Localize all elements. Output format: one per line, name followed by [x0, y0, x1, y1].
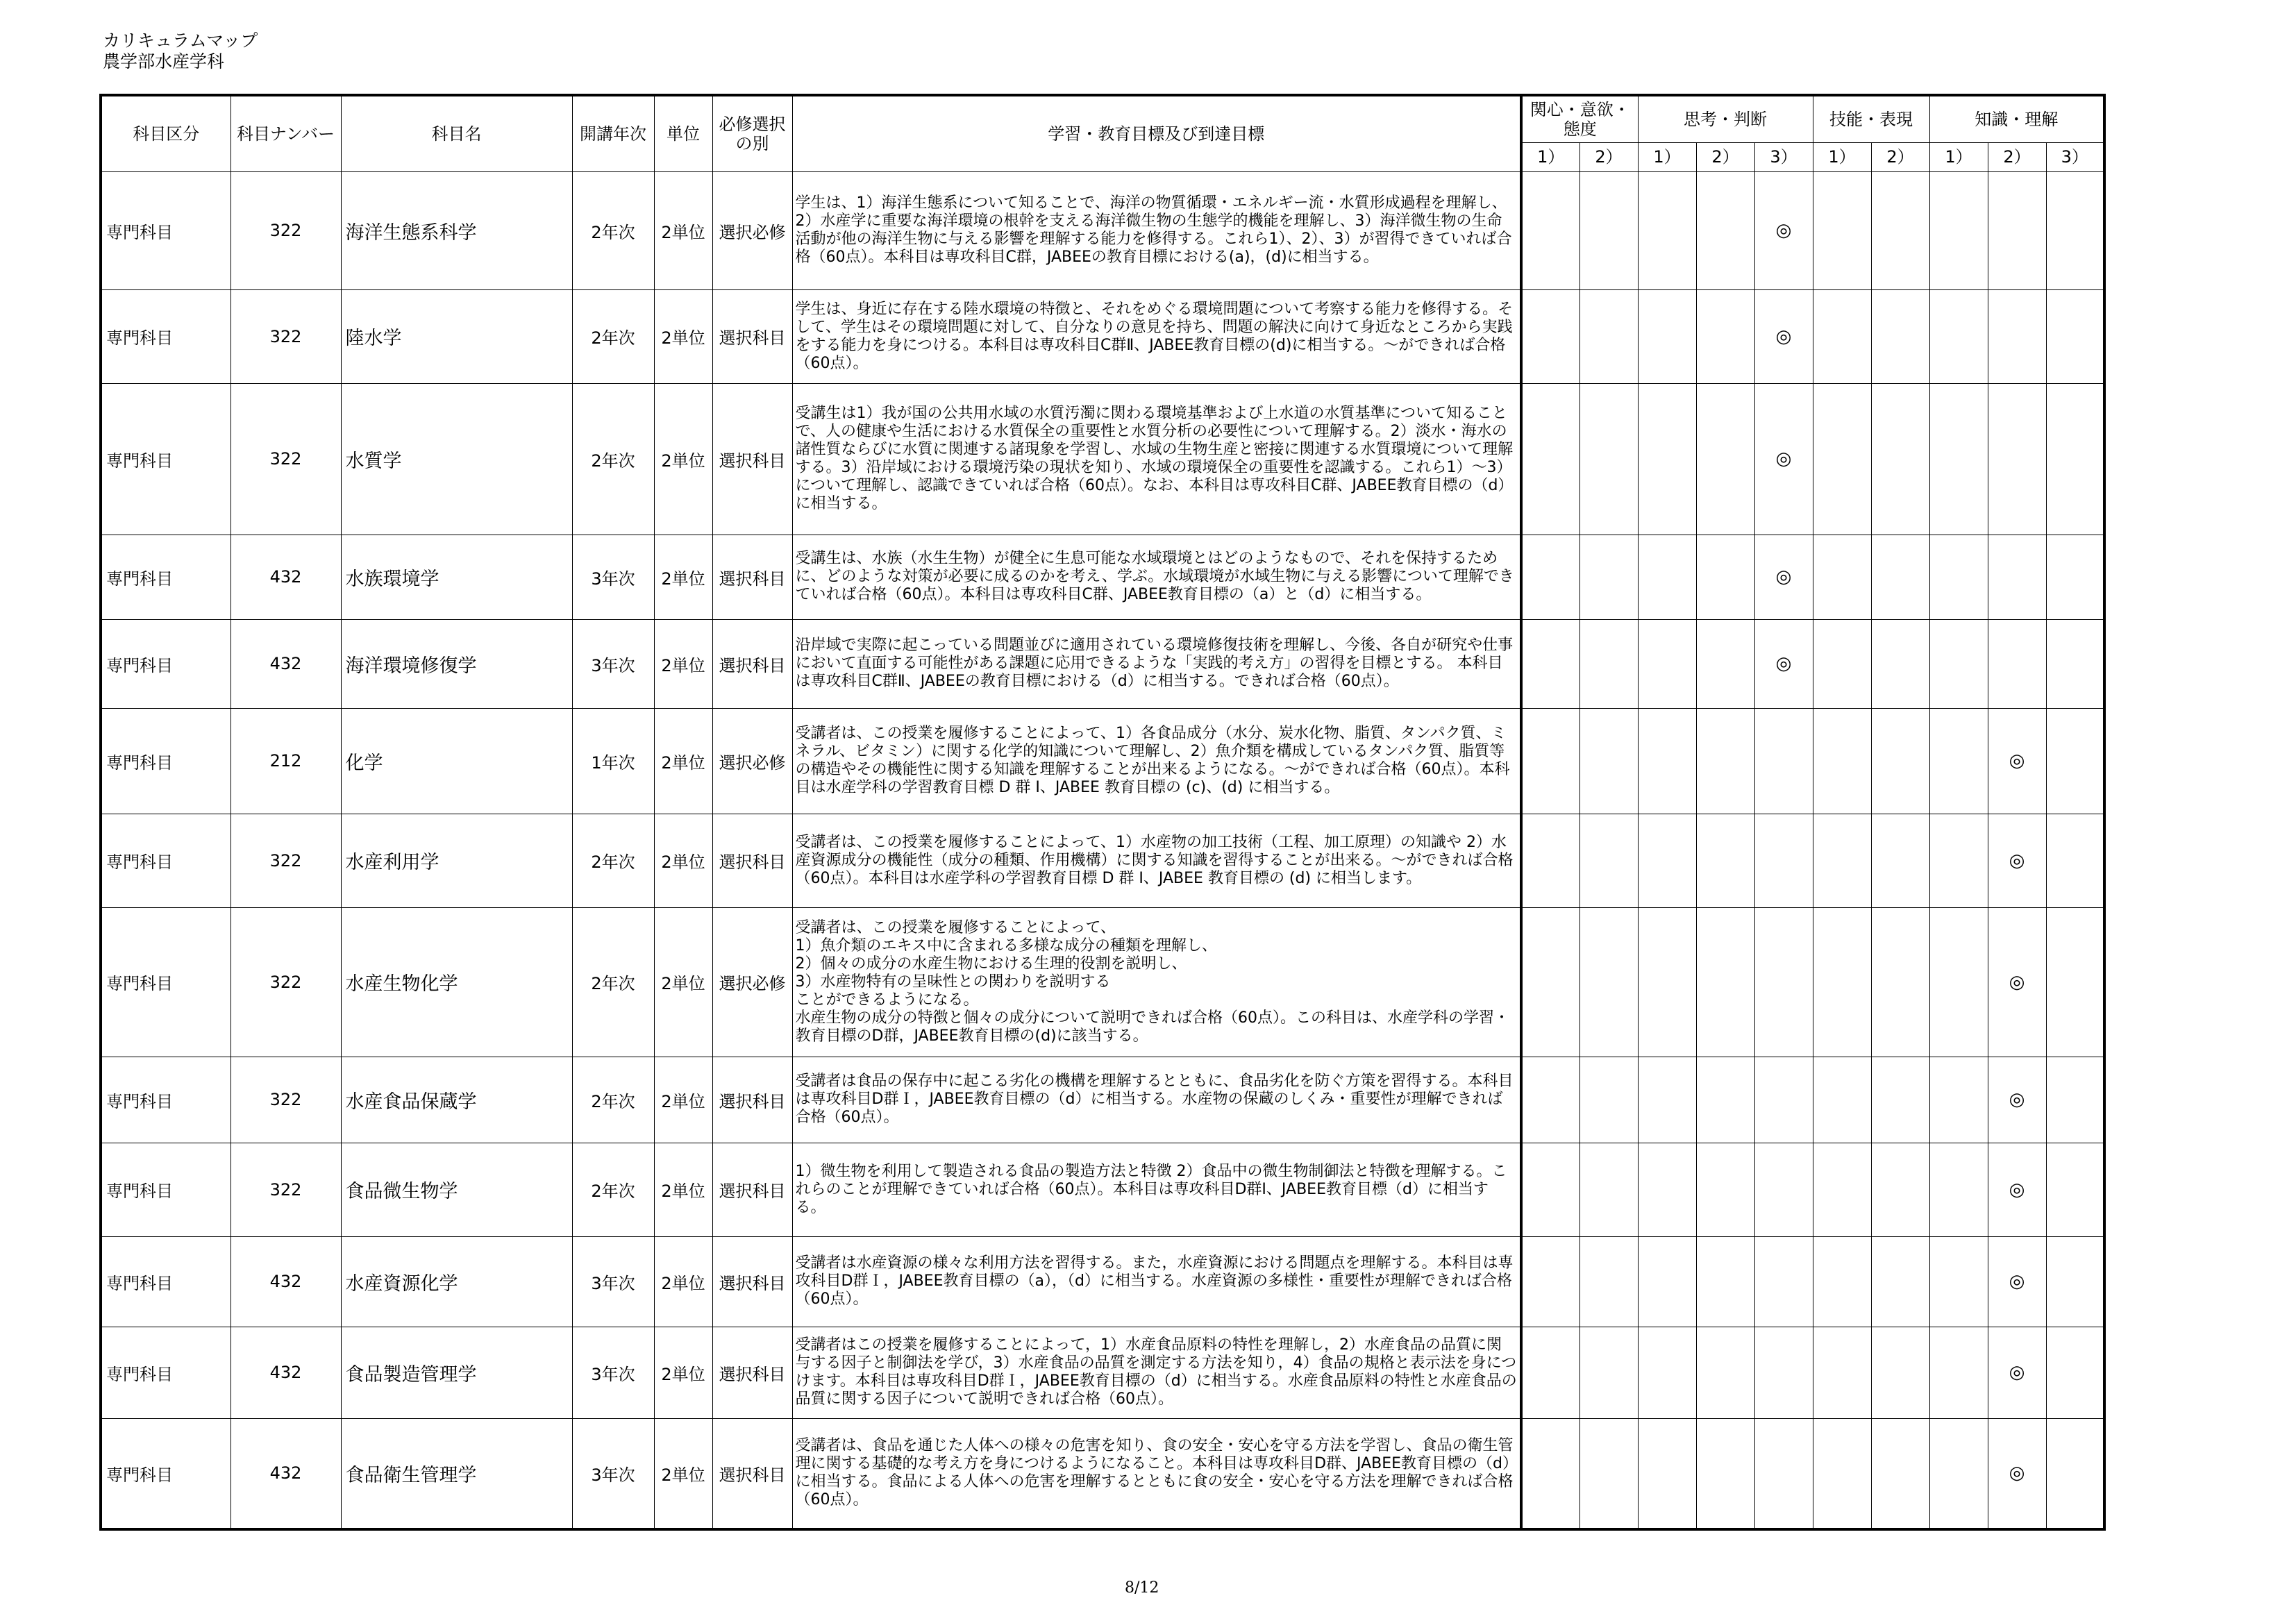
- evaluation-cell: [1696, 907, 1754, 1057]
- evaluation-cell: [1871, 535, 1929, 619]
- evaluation-cell: [2046, 383, 2104, 535]
- category-cell: 専門科目: [101, 619, 231, 708]
- evaluation-cell: [1813, 1236, 1871, 1327]
- evaluation-cell: [1696, 1236, 1754, 1327]
- unit-cell: 2単位: [654, 814, 712, 907]
- evaluation-cell: [1871, 171, 1929, 289]
- evaluation-cell: [1521, 289, 1579, 383]
- evaluation-cell: [1813, 1327, 1871, 1418]
- evaluation-cell: [1813, 1057, 1871, 1143]
- evaluation-cell: [1638, 1327, 1696, 1418]
- evaluation-cell: [1754, 814, 1813, 907]
- evaluation-cell: [2046, 814, 2104, 907]
- goal-cell: [792, 1057, 1521, 1143]
- evaluation-cell: [2046, 1327, 2104, 1418]
- evaluation-cell: [1988, 383, 2046, 535]
- table-row: [101, 907, 2104, 1057]
- evaluation-cell: [1988, 171, 2046, 289]
- number-cell: 432: [231, 1327, 341, 1418]
- required-cell: 選択必修: [712, 907, 792, 1057]
- required-cell: 選択科目: [712, 1143, 792, 1236]
- goal-cell: [792, 619, 1521, 708]
- subheader-cell: 1）: [1521, 142, 1579, 171]
- table-row: [101, 1236, 2104, 1327]
- required-cell: 選択必修: [712, 171, 792, 289]
- goal-text: 受講者はこの授業を履修することによって，1）水産食品原料の特性を理解し，2）水産食品の品質に関与する因子と制御法を学び，3）水産食品の品質を測定する方法を知り，4）食品の規格と表示法を身につけます。本科目は専攻科目D群Ｉ，JABEE教育目標の（d）に相当する。水産食品原料の特性と水産食品の品質に関する因子について説明できれば合格（60点）。: [795, 1336, 1517, 1408]
- required-cell: 選択科目: [712, 1057, 792, 1143]
- unit-cell: 2単位: [654, 535, 712, 619]
- evaluation-cell: [1521, 814, 1579, 907]
- table-row: [101, 171, 2104, 289]
- evaluation-cell: [1929, 1057, 1988, 1143]
- evaluation-cell: [1754, 907, 1813, 1057]
- evaluation-cell: [1579, 289, 1638, 383]
- title-line-1: カリキュラムマップ: [103, 31, 258, 51]
- evaluation-mark: ◎: [1988, 1143, 2046, 1236]
- evaluation-cell: [1579, 171, 1638, 289]
- unit-cell: 2単位: [654, 1143, 712, 1236]
- evaluation-cell: [1871, 1327, 1929, 1418]
- goal-cell: [792, 907, 1521, 1057]
- header-year: 開講年次: [572, 95, 654, 171]
- year-cell: 3年次: [572, 1327, 654, 1418]
- evaluation-cell: [1929, 1236, 1988, 1327]
- header-category: 科目区分: [101, 95, 231, 171]
- evaluation-cell: [1871, 1143, 1929, 1236]
- evaluation-cell: [1813, 383, 1871, 535]
- required-cell: 選択必修: [712, 708, 792, 814]
- evaluation-cell: [1638, 1057, 1696, 1143]
- category-cell: 専門科目: [101, 1327, 231, 1418]
- number-cell: 432: [231, 1236, 341, 1327]
- subject-name-cell: 水産資源化学: [341, 1236, 572, 1327]
- evaluation-cell: [1754, 1057, 1813, 1143]
- year-cell: 3年次: [572, 535, 654, 619]
- evaluation-cell: [2046, 1143, 2104, 1236]
- goal-cell: [792, 1418, 1521, 1529]
- number-cell: 322: [231, 907, 341, 1057]
- goal-cell: [792, 535, 1521, 619]
- evaluation-cell: [1579, 1418, 1638, 1529]
- goal-cell: [792, 1327, 1521, 1418]
- unit-cell: 2単位: [654, 907, 712, 1057]
- evaluation-cell: [1579, 907, 1638, 1057]
- goal-text: 受講者は水産資源の様々な利用方法を習得する。また，水産資源における問題点を理解する。本科目は専攻科目D群Ｉ，JABEE教育目標の（a），（d）に相当する。水産資源の多様性・重要性が理解できれば合格（60点）。: [795, 1254, 1514, 1308]
- table-row: [101, 619, 2104, 708]
- evaluation-cell: [1813, 1143, 1871, 1236]
- header-number: 科目ナンバー: [231, 95, 341, 171]
- year-cell: 1年次: [572, 708, 654, 814]
- subject-name-cell: 水産利用学: [341, 814, 572, 907]
- evaluation-cell: [1521, 535, 1579, 619]
- subject-name-cell: 水族環境学: [341, 535, 572, 619]
- evaluation-cell: [1521, 171, 1579, 289]
- number-cell: 432: [231, 619, 341, 708]
- evaluation-cell: [1754, 708, 1813, 814]
- evaluation-cell: [1871, 1236, 1929, 1327]
- table-row: [101, 814, 2104, 907]
- evaluation-cell: [1638, 289, 1696, 383]
- evaluation-cell: [1754, 1418, 1813, 1529]
- unit-cell: 2単位: [654, 289, 712, 383]
- evaluation-cell: [1871, 907, 1929, 1057]
- table-body: [101, 171, 2104, 1529]
- evaluation-cell: [1521, 1057, 1579, 1143]
- subject-name-cell: 水産生物化学: [341, 907, 572, 1057]
- evaluation-cell: [1579, 1327, 1638, 1418]
- goal-cell: [792, 171, 1521, 289]
- goal-text: 受講者は、この授業を履修することによって、1）各食品成分（水分、炭水化物、脂質、タンパク質、ミネラル、ビタミン）に関する化学的知識について理解し、2）魚介類を構成しているタンパク質、脂質等の構造やその機能性に関する知識を理解することが出来るようになる。～ができれば合格（60点）。本科目は水産学科の学習教育目標 D 群 I、JABEE 教育目標の (c)、(d) に相当する。: [795, 725, 1510, 796]
- evaluation-cell: [1929, 814, 1988, 907]
- category-cell: 専門科目: [101, 383, 231, 535]
- goal-cell: [792, 383, 1521, 535]
- year-cell: 2年次: [572, 289, 654, 383]
- category-cell: 専門科目: [101, 1236, 231, 1327]
- subject-name-cell: 食品衛生管理学: [341, 1418, 572, 1529]
- evaluation-cell: [1696, 1418, 1754, 1529]
- goal-cell: [792, 1143, 1521, 1236]
- unit-cell: 2単位: [654, 1418, 712, 1529]
- table-row: [101, 383, 2104, 535]
- evaluation-mark: ◎: [1988, 1327, 2046, 1418]
- table-row: [101, 535, 2104, 619]
- required-cell: 選択科目: [712, 1327, 792, 1418]
- evaluation-cell: [1696, 814, 1754, 907]
- table-row: [101, 708, 2104, 814]
- evaluation-cell: [1813, 619, 1871, 708]
- title-line-2: 農学部水産学科: [103, 51, 225, 72]
- evaluation-cell: [1579, 1236, 1638, 1327]
- evaluation-cell: [1929, 907, 1988, 1057]
- table-row: [101, 1143, 2104, 1236]
- required-cell: 選択科目: [712, 1236, 792, 1327]
- evaluation-mark: ◎: [1988, 1236, 2046, 1327]
- header-name: 科目名: [341, 95, 572, 171]
- evaluation-cell: [1813, 171, 1871, 289]
- evaluation-cell: [1929, 1418, 1988, 1529]
- evaluation-cell: [1579, 383, 1638, 535]
- evaluation-cell: [1638, 171, 1696, 289]
- evaluation-cell: [1638, 1236, 1696, 1327]
- number-cell: 432: [231, 535, 341, 619]
- unit-cell: 2単位: [654, 1327, 712, 1418]
- subject-name-cell: 食品微生物学: [341, 1143, 572, 1236]
- year-cell: 2年次: [572, 814, 654, 907]
- year-cell: 3年次: [572, 1236, 654, 1327]
- evaluation-mark: ◎: [1988, 708, 2046, 814]
- year-cell: 2年次: [572, 383, 654, 535]
- goal-text: 1）微生物を利用して製造される食品の製造方法と特徴 2）食品中の微生物制御法と特徴を理解する。これらのことが理解できていれば合格（60点）。本科目は専攻科目D群I、JABEE教育目標（d）に相当する。: [795, 1162, 1507, 1216]
- evaluation-cell: [1638, 814, 1696, 907]
- evaluation-cell: [1871, 619, 1929, 708]
- evaluation-cell: [1521, 907, 1579, 1057]
- evaluation-cell: [1638, 535, 1696, 619]
- goal-text: 受講者は、食品を通じた人体への様々の危害を知り、食の安全・安心を守る方法を学習し、食品の衛生管理に関する基礎的な考え方を身につけるようになること。本科目は専攻科目D群、JABEE教育目標の（d）に相当する。食品による人体への危害を理解するとともに食の安全・安心を守る方法を理解できれば合格（60点）。: [795, 1437, 1514, 1509]
- evaluation-cell: [1521, 383, 1579, 535]
- evaluation-cell: [2046, 1236, 2104, 1327]
- evaluation-cell: [1638, 907, 1696, 1057]
- evaluation-cell: [1579, 1057, 1638, 1143]
- evaluation-cell: [1813, 708, 1871, 814]
- unit-cell: 2単位: [654, 171, 712, 289]
- evaluation-cell: [1521, 708, 1579, 814]
- header-goals: 学習・教育目標及び到達目標: [792, 95, 1521, 171]
- goal-text: 受講生は、水族（水生生物）が健全に生息可能な水域環境とはどのようなもので、それを保持するために、どのような対策が必要に成るのかを考え、学ぶ。水域環境が水域生物に与える影響について理解できていれば合格（60点）。本科目は専攻科目C群、JABEE教育目標の（a）と（d）に相当する。: [795, 550, 1514, 603]
- subheader-cell: 3）: [1754, 142, 1813, 171]
- year-cell: 2年次: [572, 907, 654, 1057]
- curriculum-map-table: [99, 94, 2106, 1531]
- evaluation-cell: [1521, 1327, 1579, 1418]
- evaluation-cell: [1521, 1418, 1579, 1529]
- number-cell: 432: [231, 1418, 341, 1529]
- subject-name-cell: 海洋生態系科学: [341, 171, 572, 289]
- category-cell: 専門科目: [101, 1143, 231, 1236]
- evaluation-cell: [1813, 289, 1871, 383]
- year-cell: 3年次: [572, 1418, 654, 1529]
- evaluation-cell: [2046, 907, 2104, 1057]
- goal-text: 学生は、身近に存在する陸水環境の特徴と、それをめぐる環境問題について考察する能力を修得する。そして、学生はその環境問題に対して、自分なりの意見を持ち、問題の解決に向けて身近なところから実践をする能力を身につける。本科目は専攻科目C群Ⅱ、JABEE教育目標の(d)に相当する。～ができれば合格（60点）。: [795, 300, 1514, 372]
- year-cell: 2年次: [572, 1057, 654, 1143]
- required-cell: 選択科目: [712, 383, 792, 535]
- subject-name-cell: 陸水学: [341, 289, 572, 383]
- subheader-cell: 3）: [2046, 142, 2104, 171]
- evaluation-cell: [1871, 708, 1929, 814]
- category-cell: 専門科目: [101, 289, 231, 383]
- evaluation-cell: [1579, 619, 1638, 708]
- goal-text: 受講生は1）我が国の公共用水域の水質汚濁に関わる環境基準および上水道の水質基準について知ることで、人の健康や生活における水質保全の重要性と水質分析の必要性について理解する。2）淡水・海水の諸性質ならびに水質に関連する諸現象を学習し、水域の生物生産と密接に関連する水質環境について理解する。3）沿岸域における環境汚染の現状を知り、水域の環境保全の重要性を認識する。これら1）～3）について理解し、認識できていれば合格（60点）。なお、本科目は専攻科目C群、JABEE教育目標の（d）に相当する。: [795, 405, 1514, 512]
- evaluation-cell: [2046, 619, 2104, 708]
- category-cell: 専門科目: [101, 1057, 231, 1143]
- evaluation-cell: [1754, 1327, 1813, 1418]
- evaluation-cell: [1696, 535, 1754, 619]
- evaluation-cell: [1754, 1143, 1813, 1236]
- evaluation-cell: [1696, 1057, 1754, 1143]
- evaluation-mark: ◎: [1754, 535, 1813, 619]
- subheader-cell: 2）: [1871, 142, 1929, 171]
- document-title: [103, 31, 258, 72]
- evaluation-cell: [1929, 535, 1988, 619]
- evaluation-cell: [1521, 619, 1579, 708]
- evaluation-cell: [1871, 1418, 1929, 1529]
- evaluation-cell: [2046, 1057, 2104, 1143]
- evaluation-mark: ◎: [1754, 289, 1813, 383]
- evaluation-cell: [1929, 1143, 1988, 1236]
- evaluation-cell: [1521, 1236, 1579, 1327]
- evaluation-mark: ◎: [1988, 907, 2046, 1057]
- table-row: [101, 289, 2104, 383]
- table-row: [101, 1057, 2104, 1143]
- header-group-interest: 関心・意欲・態度: [1521, 95, 1638, 142]
- evaluation-cell: [1696, 1327, 1754, 1418]
- number-cell: 322: [231, 289, 341, 383]
- required-cell: 選択科目: [712, 814, 792, 907]
- unit-cell: 2単位: [654, 383, 712, 535]
- header-group-thinking: 思考・判断: [1638, 95, 1813, 142]
- page-number: 8/12: [1125, 1579, 1159, 1597]
- evaluation-mark: ◎: [1754, 171, 1813, 289]
- evaluation-cell: [2046, 708, 2104, 814]
- subject-name-cell: 水産食品保蔵学: [341, 1057, 572, 1143]
- goal-text: 受講者は、この授業を履修することによって、1）水産物の加工技術（工程、加工原理）の知識や 2）水産資源成分の機能性（成分の種類、作用機構）に関する知識を習得することが出来る。～ができれば合格（60点）。本科目は水産学科の学習教育目標 D 群 I、JABEE 教育目標の (d) に相当します。: [795, 833, 1514, 887]
- goal-cell: [792, 708, 1521, 814]
- subheader-cell: 1）: [1638, 142, 1696, 171]
- evaluation-cell: [1579, 814, 1638, 907]
- evaluation-cell: [1696, 171, 1754, 289]
- goal-text: 沿岸域で実際に起こっている問題並びに適用されている環境修復技術を理解し、今後、各自が研究や仕事において直面する可能性がある課題に応用できるような「実践的考え方」の習得を目標とする。 本科目は専攻科目C群Ⅱ、JABEEの教育目標における（d）に相当する。できれば合格（60点）。: [795, 637, 1514, 690]
- subheader-cell: 1）: [1929, 142, 1988, 171]
- evaluation-cell: [1638, 708, 1696, 814]
- evaluation-cell: [1929, 383, 1988, 535]
- evaluation-cell: [1696, 619, 1754, 708]
- year-cell: 3年次: [572, 619, 654, 708]
- category-cell: 専門科目: [101, 907, 231, 1057]
- evaluation-cell: [1579, 1143, 1638, 1236]
- evaluation-cell: [1813, 814, 1871, 907]
- goal-text: 受講者は、この授業を履修することによって、 1）魚介類のエキス中に含まれる多様な成分の種類を理解し、 2）個々の成分の水産生物における生理的役割を説明し、 3）水産物特有の呈味性との関わりを説明する ことができるようになる。 水産生物の成分の特徴と個々の成分について説明できれば合格（60点）。この科目は、水産学科の学習・教育目標のD群，JABEE教育目標の(d)に該当する。: [795, 918, 1510, 1045]
- goal-text: 学生は、1）海洋生態系について知ることで、海洋の物質循環・エネルギー流・水質形成過程を理解し、2）水産学に重要な海洋環境の根幹を支える海洋微生物の生態学的機能を理解し、3）海洋微生物の生命活動が他の海洋生物に与える影響を理解する能力を修得する。これら1）、2）、3）が習得できていれば合格（60点）。本科目は専攻科目C群，JABEEの教育目標における(a)，(d)に相当する。: [795, 194, 1512, 266]
- number-cell: 322: [231, 171, 341, 289]
- evaluation-cell: [1813, 1418, 1871, 1529]
- evaluation-mark: ◎: [1988, 1057, 2046, 1143]
- number-cell: 322: [231, 383, 341, 535]
- subject-name-cell: 水質学: [341, 383, 572, 535]
- year-cell: 2年次: [572, 171, 654, 289]
- evaluation-cell: [1988, 289, 2046, 383]
- subheader-cell: 2）: [1696, 142, 1754, 171]
- evaluation-cell: [1754, 1236, 1813, 1327]
- evaluation-cell: [1813, 535, 1871, 619]
- evaluation-cell: [1871, 1057, 1929, 1143]
- evaluation-mark: ◎: [1988, 814, 2046, 907]
- evaluation-cell: [1638, 383, 1696, 535]
- required-cell: 選択科目: [712, 535, 792, 619]
- category-cell: 専門科目: [101, 708, 231, 814]
- evaluation-cell: [1638, 1143, 1696, 1236]
- evaluation-cell: [1579, 708, 1638, 814]
- goal-cell: [792, 1236, 1521, 1327]
- table-row: [101, 1418, 2104, 1529]
- evaluation-cell: [1929, 708, 1988, 814]
- subject-name-cell: 食品製造管理学: [341, 1327, 572, 1418]
- unit-cell: 2単位: [654, 1057, 712, 1143]
- evaluation-mark: ◎: [1754, 619, 1813, 708]
- goal-cell: [792, 289, 1521, 383]
- header-unit: 単位: [654, 95, 712, 171]
- evaluation-cell: [1871, 289, 1929, 383]
- table-row: [101, 1327, 2104, 1418]
- category-cell: 専門科目: [101, 171, 231, 289]
- category-cell: 専門科目: [101, 535, 231, 619]
- required-cell: 選択科目: [712, 1418, 792, 1529]
- header-required: 必修選択の別: [712, 95, 792, 171]
- number-cell: 322: [231, 1057, 341, 1143]
- evaluation-cell: [1638, 619, 1696, 708]
- evaluation-cell: [1929, 1327, 1988, 1418]
- evaluation-cell: [1696, 708, 1754, 814]
- number-cell: 212: [231, 708, 341, 814]
- number-cell: 322: [231, 1143, 341, 1236]
- evaluation-cell: [1988, 619, 2046, 708]
- evaluation-cell: [1988, 535, 2046, 619]
- evaluation-cell: [1871, 383, 1929, 535]
- evaluation-cell: [1696, 289, 1754, 383]
- required-cell: 選択科目: [712, 289, 792, 383]
- evaluation-cell: [1696, 383, 1754, 535]
- subheader-cell: 2）: [1579, 142, 1638, 171]
- goal-text: 受講者は食品の保存中に起こる劣化の機構を理解するとともに、食品劣化を防ぐ方策を習得する。本科目は専攻科目D群Ｉ，JABEE教育目標の（d）に相当する。水産物の保蔵のしくみ・重要性が理解できれば合格（60点）。: [795, 1073, 1514, 1126]
- header-group-skill: 技能・表現: [1813, 95, 1929, 142]
- subject-name-cell: 化学: [341, 708, 572, 814]
- evaluation-cell: [2046, 289, 2104, 383]
- evaluation-cell: [1521, 1143, 1579, 1236]
- header-group-knowledge: 知識・理解: [1929, 95, 2104, 142]
- unit-cell: 2単位: [654, 619, 712, 708]
- number-cell: 322: [231, 814, 341, 907]
- evaluation-cell: [1813, 907, 1871, 1057]
- evaluation-cell: [1929, 619, 1988, 708]
- subheader-cell: 1）: [1813, 142, 1871, 171]
- evaluation-mark: ◎: [1754, 383, 1813, 535]
- evaluation-cell: [2046, 1418, 2104, 1529]
- evaluation-cell: [1638, 1418, 1696, 1529]
- subject-name-cell: 海洋環境修復学: [341, 619, 572, 708]
- evaluation-cell: [2046, 535, 2104, 619]
- evaluation-cell: [1929, 171, 1988, 289]
- category-cell: 専門科目: [101, 814, 231, 907]
- unit-cell: 2単位: [654, 708, 712, 814]
- category-cell: 専門科目: [101, 1418, 231, 1529]
- unit-cell: 2単位: [654, 1236, 712, 1327]
- evaluation-cell: [1929, 289, 1988, 383]
- goal-cell: [792, 814, 1521, 907]
- subheader-cell: 2）: [1988, 142, 2046, 171]
- evaluation-cell: [2046, 171, 2104, 289]
- required-cell: 選択科目: [712, 619, 792, 708]
- evaluation-cell: [1696, 1143, 1754, 1236]
- evaluation-cell: [1871, 814, 1929, 907]
- evaluation-cell: [1579, 535, 1638, 619]
- evaluation-mark: ◎: [1988, 1418, 2046, 1529]
- year-cell: 2年次: [572, 1143, 654, 1236]
